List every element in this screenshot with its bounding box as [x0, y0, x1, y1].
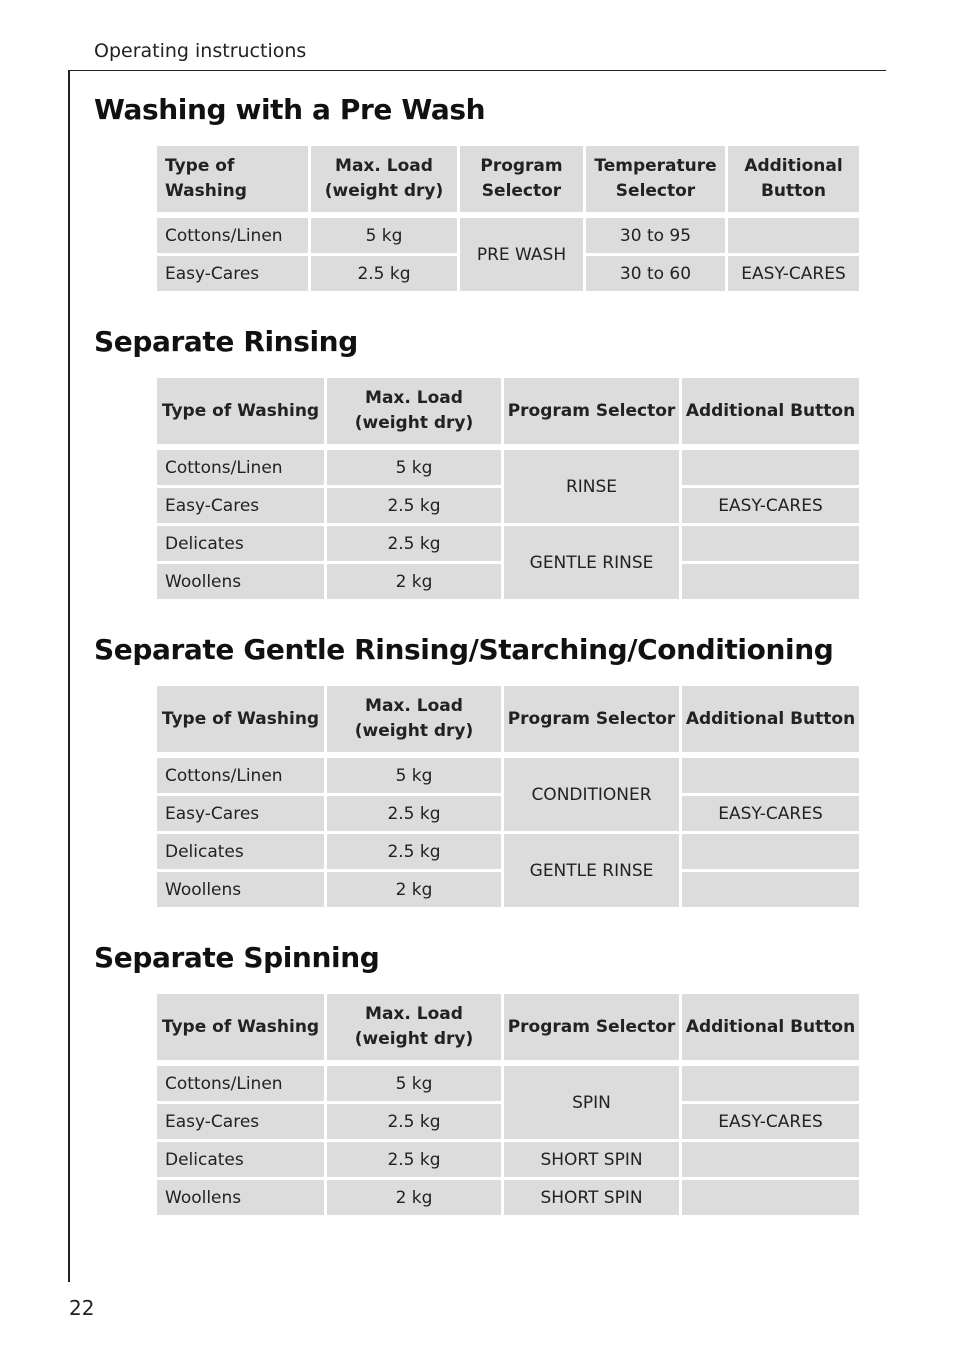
- type-cell: Easy-Cares: [157, 796, 327, 834]
- button-cell: [682, 450, 859, 488]
- type-cell: Cottons/Linen: [157, 218, 311, 256]
- button-cell: [728, 218, 859, 256]
- program-cell: GENTLE RINSE: [504, 526, 682, 599]
- type-cell: Cottons/Linen: [157, 1066, 327, 1104]
- header-rule: [68, 70, 886, 71]
- type-cell: Easy-Cares: [157, 1104, 327, 1142]
- button-cell: EASY-CARES: [682, 796, 859, 834]
- table-row: [157, 758, 859, 796]
- column-header: Program Selector: [504, 378, 682, 450]
- section-title-rinsing: Separate Rinsing: [94, 325, 358, 358]
- program-cell: SHORT SPIN: [504, 1180, 682, 1215]
- button-cell: EASY-CARES: [728, 256, 859, 291]
- program-cell: SHORT SPIN: [504, 1142, 682, 1180]
- program-cell: RINSE: [504, 450, 682, 526]
- program-cell: GENTLE RINSE: [504, 834, 682, 907]
- spinning-table: [157, 994, 859, 1215]
- column-header: Type of Washing: [157, 994, 327, 1066]
- section-title-pre-wash: Washing with a Pre Wash: [94, 93, 486, 126]
- program-cell: SPIN: [504, 1066, 682, 1142]
- load-cell: 2 kg: [327, 872, 504, 907]
- type-cell: Cottons/Linen: [157, 450, 327, 488]
- load-cell: 5 kg: [311, 218, 460, 256]
- col-label: Max. Load (weight dry): [324, 156, 444, 201]
- column-header: [327, 378, 504, 450]
- col-label: Max. Load (weight dry): [354, 1004, 474, 1049]
- type-cell: Delicates: [157, 526, 327, 564]
- section-title-spinning: Separate Spinning: [94, 941, 380, 974]
- type-cell: Woollens: [157, 872, 327, 907]
- load-cell: 5 kg: [327, 1066, 504, 1104]
- load-cell: 2.5 kg: [327, 1104, 504, 1142]
- rinsing-table: [157, 378, 859, 599]
- type-cell: Delicates: [157, 1142, 327, 1180]
- table-row: [157, 1066, 859, 1104]
- button-cell: [682, 872, 859, 907]
- load-cell: 2 kg: [327, 1180, 504, 1215]
- temperature-cell: 30 to 95: [586, 218, 728, 256]
- type-cell: Delicates: [157, 834, 327, 872]
- column-header: Type of Washing: [157, 146, 311, 218]
- col-label: Max. Load (weight dry): [354, 696, 474, 741]
- column-header: Program Selector: [504, 994, 682, 1066]
- type-cell: Easy-Cares: [157, 256, 311, 291]
- column-header: Additional Button: [682, 686, 859, 758]
- page-number: 22: [69, 1296, 95, 1320]
- column-header: [327, 994, 504, 1066]
- button-cell: [682, 1066, 859, 1104]
- margin-rule: [68, 70, 70, 1282]
- column-header: Additional Button: [682, 378, 859, 450]
- load-cell: 2.5 kg: [327, 796, 504, 834]
- program-cell: PRE WASH: [460, 218, 586, 291]
- load-cell: 2.5 kg: [311, 256, 460, 291]
- button-cell: [682, 758, 859, 796]
- column-header: [586, 146, 728, 218]
- type-cell: Cottons/Linen: [157, 758, 327, 796]
- button-cell: EASY-CARES: [682, 488, 859, 526]
- load-cell: 5 kg: [327, 450, 504, 488]
- col-label: Additional Button: [744, 156, 843, 201]
- button-cell: [682, 1180, 859, 1215]
- column-header: Type of Washing: [157, 686, 327, 758]
- table-row: [157, 218, 859, 256]
- column-header: Program Selector: [504, 686, 682, 758]
- column-header: [311, 146, 460, 218]
- type-cell: Easy-Cares: [157, 488, 327, 526]
- button-cell: EASY-CARES: [682, 1104, 859, 1142]
- temperature-cell: 30 to 60: [586, 256, 728, 291]
- column-header: [460, 146, 586, 218]
- table-row: [157, 526, 859, 564]
- gentle-rinsing-table: [157, 686, 859, 907]
- load-cell: 2.5 kg: [327, 488, 504, 526]
- load-cell: 5 kg: [327, 758, 504, 796]
- table-row: [157, 450, 859, 488]
- load-cell: 2 kg: [327, 564, 504, 599]
- table-row: [157, 834, 859, 872]
- table-row: [157, 1142, 859, 1180]
- button-cell: [682, 834, 859, 872]
- column-header: [728, 146, 859, 218]
- table-row: [157, 1180, 859, 1215]
- button-cell: [682, 564, 859, 599]
- column-header: Additional Button: [682, 994, 859, 1066]
- column-header: [327, 686, 504, 758]
- button-cell: [682, 1142, 859, 1180]
- column-header: Type of Washing: [157, 378, 327, 450]
- load-cell: 2.5 kg: [327, 1142, 504, 1180]
- type-cell: Woollens: [157, 1180, 327, 1215]
- section-title-gentle-rinsing: Separate Gentle Rinsing/Starching/Conditioning: [94, 633, 834, 666]
- col-label: Max. Load (weight dry): [354, 388, 474, 433]
- type-cell: Woollens: [157, 564, 327, 599]
- col-label: Program Selector: [480, 156, 563, 201]
- button-cell: [682, 526, 859, 564]
- program-cell: CONDITIONER: [504, 758, 682, 834]
- col-label: Temperature Selector: [594, 156, 717, 201]
- load-cell: 2.5 kg: [327, 834, 504, 872]
- load-cell: 2.5 kg: [327, 526, 504, 564]
- pre-wash-table: [157, 146, 859, 291]
- running-header: Operating instructions: [94, 40, 307, 62]
